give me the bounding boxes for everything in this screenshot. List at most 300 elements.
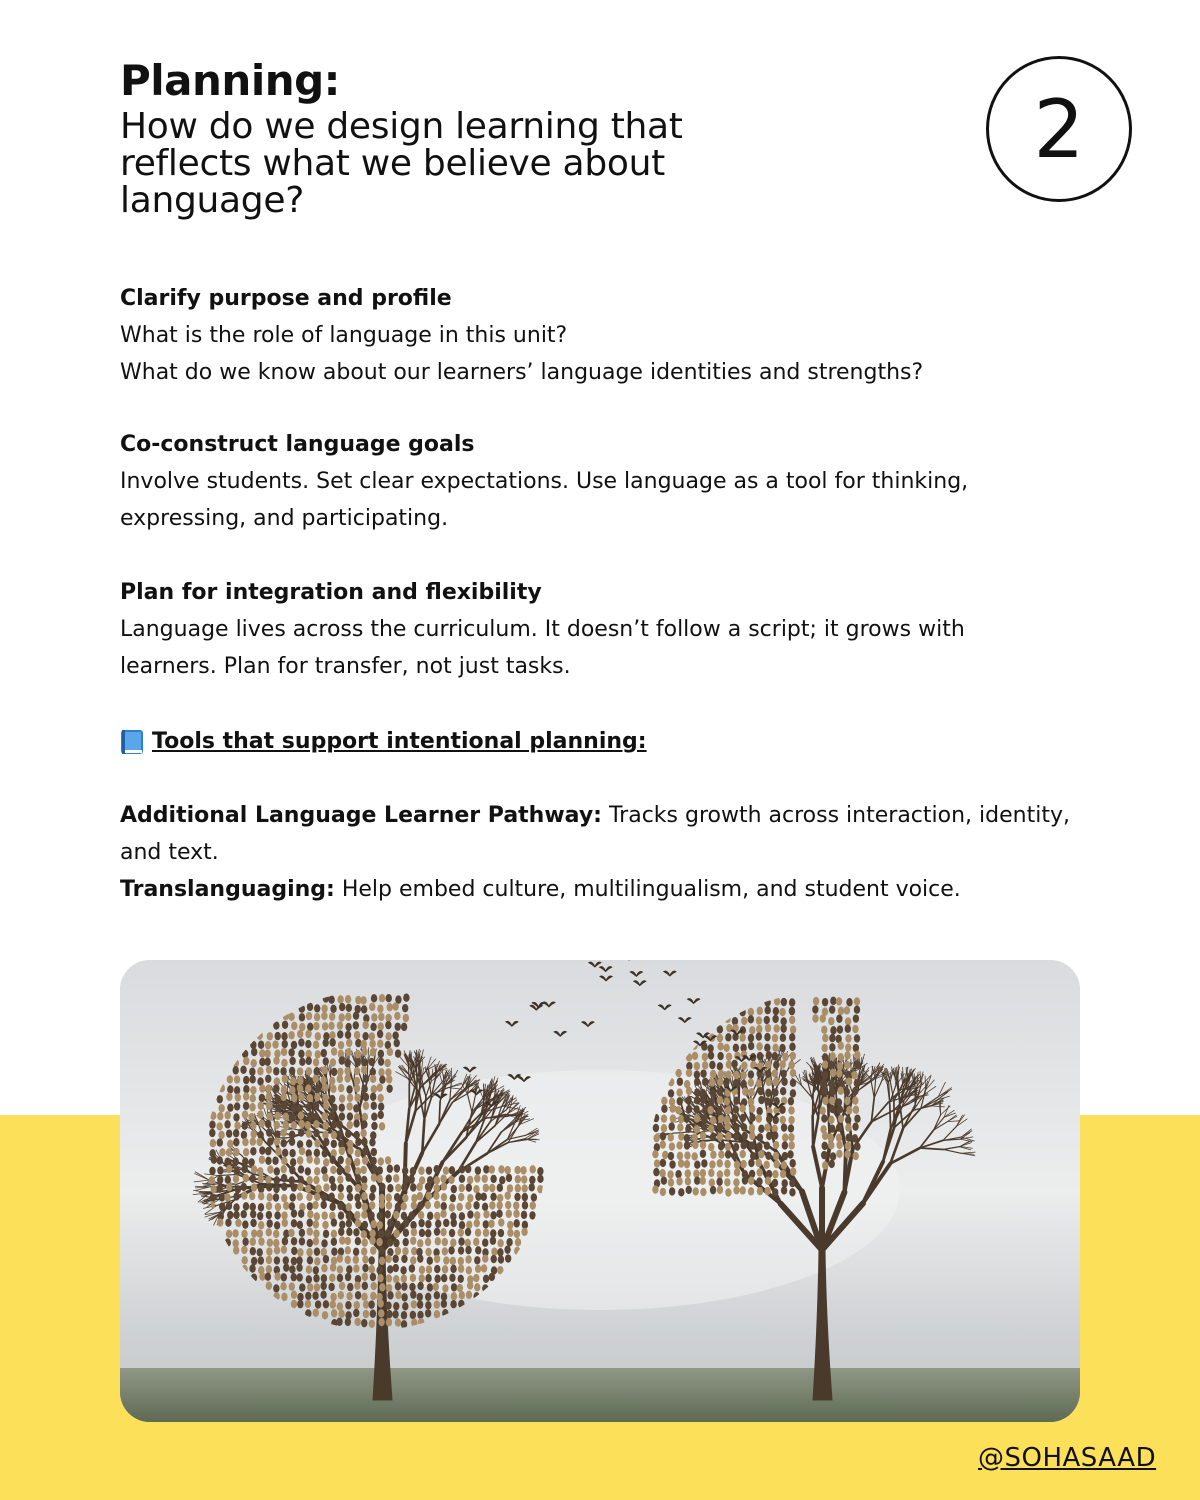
section-line: Language lives across the curriculum. It doesn’t follow a script; it grows with learners. Plan for transfer, not just tasks. xyxy=(120,617,965,679)
perched-bird xyxy=(458,1246,464,1254)
perched-bird xyxy=(812,1005,818,1013)
perched-bird xyxy=(337,1202,343,1210)
perched-bird xyxy=(369,1320,375,1328)
perched-bird xyxy=(394,1221,400,1229)
perched-bird xyxy=(482,1255,488,1263)
perched-bird xyxy=(748,1088,754,1096)
perched-bird xyxy=(281,1293,287,1301)
perched-bird xyxy=(282,1149,288,1157)
perched-bird xyxy=(321,1112,327,1120)
perched-bird xyxy=(836,1123,842,1131)
perched-bird xyxy=(442,1247,448,1255)
perched-bird xyxy=(323,1039,329,1047)
perched-bird xyxy=(323,1158,329,1166)
perched-bird xyxy=(393,1264,399,1272)
perched-bird xyxy=(235,1185,241,1193)
perched-bird xyxy=(789,998,795,1006)
perched-bird xyxy=(299,1283,305,1291)
perched-bird xyxy=(354,1094,360,1102)
perched-bird xyxy=(417,1282,423,1290)
perched-bird xyxy=(281,1086,287,1094)
perched-bird xyxy=(361,1085,367,1093)
perched-bird xyxy=(661,1114,667,1122)
section-plan-integration xyxy=(120,574,1080,685)
perched-bird xyxy=(355,1219,361,1227)
perched-bird xyxy=(852,1134,858,1142)
perched-bird xyxy=(329,1274,335,1282)
perched-bird xyxy=(321,1193,327,1201)
perched-bird xyxy=(305,1030,311,1038)
perched-bird xyxy=(782,1053,788,1061)
perched-bird xyxy=(417,1202,423,1210)
perched-bird xyxy=(702,1053,708,1061)
perched-bird xyxy=(450,1257,456,1265)
perched-bird xyxy=(323,1101,329,1109)
perched-bird xyxy=(402,1302,408,1310)
perched-bird xyxy=(758,1125,764,1133)
perched-bird xyxy=(683,1115,689,1123)
perched-bird xyxy=(677,1097,683,1105)
perched-bird xyxy=(845,1034,851,1042)
perched-bird xyxy=(772,1179,778,1187)
perched-bird xyxy=(788,1106,794,1114)
perched-bird xyxy=(756,1177,762,1185)
perched-bird xyxy=(217,1156,223,1164)
perched-bird xyxy=(233,1246,239,1254)
perched-bird xyxy=(377,1221,383,1229)
perched-bird xyxy=(418,1167,424,1175)
perched-bird xyxy=(306,1129,312,1137)
perched-bird xyxy=(322,1022,328,1030)
perched-bird xyxy=(789,1043,795,1051)
perched-bird xyxy=(845,1123,851,1131)
page-subtitle: How do we design learning that reflects what we believe about language? xyxy=(120,106,683,221)
perched-bird xyxy=(756,1025,762,1033)
perched-bird xyxy=(410,1256,416,1264)
perched-bird xyxy=(369,1256,375,1264)
perched-bird xyxy=(338,1247,344,1255)
perched-bird xyxy=(514,1166,520,1174)
perched-bird xyxy=(305,1167,311,1175)
perched-bird xyxy=(434,1265,440,1273)
perched-bird xyxy=(291,1219,297,1227)
perched-bird xyxy=(337,1254,343,1262)
perched-bird xyxy=(322,1173,328,1181)
perched-bird xyxy=(321,1049,327,1057)
perched-bird xyxy=(306,1057,312,1065)
perched-bird xyxy=(289,1113,295,1121)
perched-bird xyxy=(779,1044,785,1052)
perched-bird xyxy=(490,1211,496,1219)
perched-bird xyxy=(417,1311,423,1319)
perched-bird xyxy=(225,1176,231,1184)
perched-bird xyxy=(450,1300,456,1308)
perched-bird xyxy=(313,1075,319,1083)
perched-bird xyxy=(249,1075,255,1083)
perched-bird xyxy=(209,1194,215,1202)
perched-bird xyxy=(298,1050,304,1058)
perched-bird xyxy=(266,1256,272,1264)
perched-bird xyxy=(266,1101,272,1109)
perched-bird xyxy=(425,1201,431,1209)
perched-bird xyxy=(274,1176,280,1184)
perched-bird xyxy=(315,1300,321,1308)
perched-bird xyxy=(386,994,392,1002)
perched-bird xyxy=(740,1141,746,1149)
perched-bird xyxy=(780,1034,786,1042)
perched-bird xyxy=(314,1283,320,1291)
perched-bird xyxy=(338,1310,344,1318)
perched-bird xyxy=(218,1131,224,1139)
perched-bird xyxy=(459,1291,465,1299)
perched-bird xyxy=(266,1247,272,1255)
perched-bird xyxy=(425,1301,431,1309)
perched-bird xyxy=(668,1122,674,1130)
perched-bird xyxy=(361,1247,367,1255)
perched-bird xyxy=(339,1013,345,1021)
perched-bird xyxy=(337,1302,343,1310)
perched-bird xyxy=(837,1025,843,1033)
perched-bird xyxy=(718,1150,724,1158)
perched-bird xyxy=(820,1014,826,1022)
perched-bird xyxy=(282,1040,288,1048)
perched-bird xyxy=(313,1176,319,1184)
perched-bird xyxy=(337,1075,343,1083)
perched-bird xyxy=(298,1120,304,1128)
perched-bird xyxy=(273,1239,279,1247)
perched-bird xyxy=(521,1211,527,1219)
perched-bird xyxy=(361,1138,367,1146)
perched-bird xyxy=(821,1114,827,1122)
perched-bird xyxy=(274,1032,280,1040)
perched-bird xyxy=(323,1255,329,1263)
perched-bird xyxy=(718,1115,724,1123)
perched-bird xyxy=(353,1264,359,1272)
perched-bird xyxy=(307,1202,313,1210)
perched-bird xyxy=(266,1128,272,1136)
perched-bird xyxy=(305,1040,311,1048)
perched-bird xyxy=(346,1212,352,1220)
perched-bird xyxy=(419,1229,425,1237)
perched-bird xyxy=(779,1008,785,1016)
perched-bird xyxy=(489,1184,495,1192)
perched-bird xyxy=(473,1238,479,1246)
perched-bird xyxy=(417,1300,423,1308)
perched-bird xyxy=(369,1193,375,1201)
perched-bird xyxy=(323,1230,329,1238)
perched-bird xyxy=(426,1265,432,1273)
perched-bird xyxy=(280,1093,286,1101)
perched-bird xyxy=(410,1167,416,1175)
perched-bird xyxy=(227,1140,233,1148)
perched-bird xyxy=(781,1078,787,1086)
perched-bird xyxy=(306,1067,312,1075)
perched-bird xyxy=(700,1069,706,1077)
perched-bird xyxy=(710,1089,716,1097)
perched-bird xyxy=(250,1203,256,1211)
perched-bird xyxy=(513,1210,519,1218)
perched-bird xyxy=(497,1248,503,1256)
perched-bird xyxy=(700,1177,706,1185)
perched-bird xyxy=(489,1165,495,1173)
perched-bird xyxy=(756,1016,762,1024)
perched-bird xyxy=(338,1156,344,1164)
perched-bird xyxy=(707,1106,713,1114)
perched-bird xyxy=(314,1257,320,1265)
perched-bird xyxy=(717,1133,723,1141)
perched-bird xyxy=(678,1132,684,1140)
perched-bird xyxy=(740,1160,746,1168)
perched-bird xyxy=(491,1255,497,1263)
perched-bird xyxy=(757,1133,763,1141)
perched-bird xyxy=(442,1265,448,1273)
perched-bird xyxy=(392,1310,398,1318)
perched-bird xyxy=(789,1179,795,1187)
perched-bird xyxy=(273,1230,279,1238)
perched-bird xyxy=(241,1210,247,1218)
perched-bird xyxy=(419,1266,425,1274)
perched-bird xyxy=(723,1078,729,1086)
perched-bird xyxy=(251,1165,257,1173)
perched-bird xyxy=(328,1022,334,1030)
perched-bird xyxy=(361,1182,367,1190)
perched-bird xyxy=(829,1034,835,1042)
perched-bird xyxy=(765,1089,771,1097)
perched-bird xyxy=(315,1085,321,1093)
perched-bird xyxy=(209,1176,215,1184)
perched-bird xyxy=(451,1185,457,1193)
perched-bird xyxy=(531,1193,537,1201)
tool-term: Translanguaging: xyxy=(120,877,335,902)
perched-bird xyxy=(328,1192,334,1200)
perched-bird xyxy=(434,1291,440,1299)
perched-bird xyxy=(274,1077,280,1085)
perched-bird xyxy=(307,1023,313,1031)
perched-bird xyxy=(829,1097,835,1105)
perched-bird xyxy=(243,1085,249,1093)
perched-bird xyxy=(790,1079,796,1087)
perched-bird xyxy=(654,1159,660,1167)
perched-bird xyxy=(331,1047,337,1055)
perched-bird xyxy=(854,1034,860,1042)
perched-bird xyxy=(392,1255,398,1263)
perched-bird xyxy=(733,1097,739,1105)
perched-bird xyxy=(822,1060,828,1068)
perched-bird xyxy=(283,1263,289,1271)
perched-bird xyxy=(692,1052,698,1060)
perched-bird xyxy=(734,1161,740,1169)
perched-bird xyxy=(259,1084,265,1092)
perched-bird xyxy=(370,1093,376,1101)
perched-bird xyxy=(251,1229,257,1237)
perched-bird xyxy=(741,1061,747,1069)
perched-bird xyxy=(217,1166,223,1174)
perched-bird xyxy=(483,1165,489,1173)
perched-bird xyxy=(241,1230,247,1238)
perched-bird xyxy=(491,1247,497,1255)
perched-bird xyxy=(297,1030,303,1038)
perched-bird xyxy=(243,1076,249,1084)
perched-bird xyxy=(836,1098,842,1106)
perched-bird xyxy=(716,1178,722,1186)
perched-bird xyxy=(321,1012,327,1020)
perched-bird xyxy=(709,1178,715,1186)
perched-bird xyxy=(764,1044,770,1052)
perched-bird xyxy=(299,1237,305,1245)
perched-bird xyxy=(393,1275,399,1283)
perched-bird xyxy=(740,1150,746,1158)
perched-bird xyxy=(829,1043,835,1051)
perched-bird xyxy=(233,1066,239,1074)
perched-bird xyxy=(466,1291,472,1299)
perched-bird xyxy=(748,1042,754,1050)
perched-bird xyxy=(251,1059,257,1067)
perched-bird xyxy=(441,1274,447,1282)
perched-bird xyxy=(529,1176,535,1184)
perched-bird xyxy=(297,1248,303,1256)
perched-bird xyxy=(322,1311,328,1319)
perched-bird xyxy=(433,1283,439,1291)
perched-bird xyxy=(226,1093,232,1101)
perched-bird xyxy=(377,1094,383,1102)
perched-bird xyxy=(822,1142,828,1150)
perched-bird xyxy=(234,1167,240,1175)
perched-bird xyxy=(258,1192,264,1200)
perched-bird xyxy=(377,1212,383,1220)
author-handle[interactable]: @SOHASAAD xyxy=(978,1443,1157,1473)
perched-bird xyxy=(313,1041,319,1049)
perched-bird xyxy=(379,1183,385,1191)
perched-bird xyxy=(290,1193,296,1201)
perched-bird xyxy=(748,1098,754,1106)
perched-bird xyxy=(780,1017,786,1025)
perched-bird xyxy=(661,1176,667,1184)
tree-branch xyxy=(890,1103,891,1129)
perched-bird xyxy=(748,1187,754,1195)
perched-bird xyxy=(289,1149,295,1157)
perched-bird xyxy=(337,995,343,1003)
perched-bird xyxy=(345,1237,351,1245)
perched-bird xyxy=(306,1248,312,1256)
perched-bird xyxy=(788,1133,794,1141)
perched-bird xyxy=(250,1121,256,1129)
perched-bird xyxy=(718,1142,724,1150)
perched-bird xyxy=(522,1193,528,1201)
perched-bird xyxy=(242,1220,248,1228)
perched-bird xyxy=(708,1143,714,1151)
perched-bird xyxy=(273,1284,279,1292)
perched-bird xyxy=(297,1104,303,1112)
perched-bird xyxy=(280,1282,286,1290)
perched-bird xyxy=(537,1175,543,1183)
perched-bird xyxy=(788,1097,794,1105)
perched-bird xyxy=(717,1052,723,1060)
perched-bird xyxy=(669,1187,675,1195)
perched-bird xyxy=(700,1095,706,1103)
perched-bird xyxy=(386,1193,392,1201)
perched-bird xyxy=(764,1187,770,1195)
perched-bird xyxy=(249,1264,255,1272)
perched-bird xyxy=(227,1103,233,1111)
perched-bird xyxy=(363,1102,369,1110)
perched-bird xyxy=(346,1203,352,1211)
perched-bird xyxy=(384,1059,390,1067)
perched-bird xyxy=(385,1156,391,1164)
perched-bird xyxy=(830,1152,836,1160)
perched-bird xyxy=(757,1168,763,1176)
perched-bird xyxy=(458,1237,464,1245)
perched-bird xyxy=(371,1112,377,1120)
perched-bird xyxy=(377,1040,383,1048)
perched-bird xyxy=(756,1032,762,1040)
perched-bird xyxy=(473,1201,479,1209)
perched-bird xyxy=(828,1116,834,1124)
perched-bird xyxy=(475,1265,481,1273)
perched-bird xyxy=(371,1013,377,1021)
perched-bird xyxy=(274,1211,280,1219)
perched-bird xyxy=(854,997,860,1005)
perched-bird xyxy=(846,998,852,1006)
perched-bird xyxy=(242,1256,248,1264)
perched-bird xyxy=(354,1281,360,1289)
perched-bird xyxy=(434,1184,440,1192)
perched-bird xyxy=(288,1013,294,1021)
perched-bird xyxy=(723,1044,729,1052)
perched-bird xyxy=(306,1176,312,1184)
perched-bird xyxy=(297,1183,303,1191)
perched-bird xyxy=(790,1025,796,1033)
perched-bird xyxy=(282,1021,288,1029)
tree-branch xyxy=(836,1075,837,1093)
perched-bird xyxy=(242,1138,248,1146)
perched-bird xyxy=(248,1113,254,1121)
perched-bird xyxy=(773,1061,779,1069)
perched-bird xyxy=(410,1311,416,1319)
perched-bird xyxy=(394,1164,400,1172)
perched-bird xyxy=(233,1203,239,1211)
perched-bird xyxy=(514,1193,520,1201)
perched-bird xyxy=(251,1048,257,1056)
perched-bird xyxy=(838,1115,844,1123)
perched-bird xyxy=(291,1094,297,1102)
perched-bird xyxy=(291,1291,297,1299)
perched-bird xyxy=(716,1106,722,1114)
perched-bird xyxy=(821,1087,827,1095)
perched-bird xyxy=(258,1175,264,1183)
perched-bird xyxy=(361,1293,367,1301)
perched-bird xyxy=(739,1104,745,1112)
perched-bird xyxy=(852,1025,858,1033)
perched-bird xyxy=(822,1053,828,1061)
perched-bird xyxy=(330,1085,336,1093)
perched-bird xyxy=(788,1141,794,1149)
perched-bird xyxy=(385,1301,391,1309)
perched-bird xyxy=(306,1155,312,1163)
perched-bird xyxy=(474,1211,480,1219)
perched-bird xyxy=(780,1170,786,1178)
perched-bird xyxy=(250,1210,256,1218)
perched-bird xyxy=(748,1159,754,1167)
perched-bird xyxy=(498,1218,504,1226)
perched-bird xyxy=(748,1034,754,1042)
perched-bird xyxy=(353,1256,359,1264)
perched-bird xyxy=(322,1094,328,1102)
perched-bird xyxy=(425,1274,431,1282)
perched-bird xyxy=(257,1067,263,1075)
perched-bird xyxy=(313,1058,319,1066)
perched-bird xyxy=(345,1048,351,1056)
perched-bird xyxy=(361,1048,367,1056)
